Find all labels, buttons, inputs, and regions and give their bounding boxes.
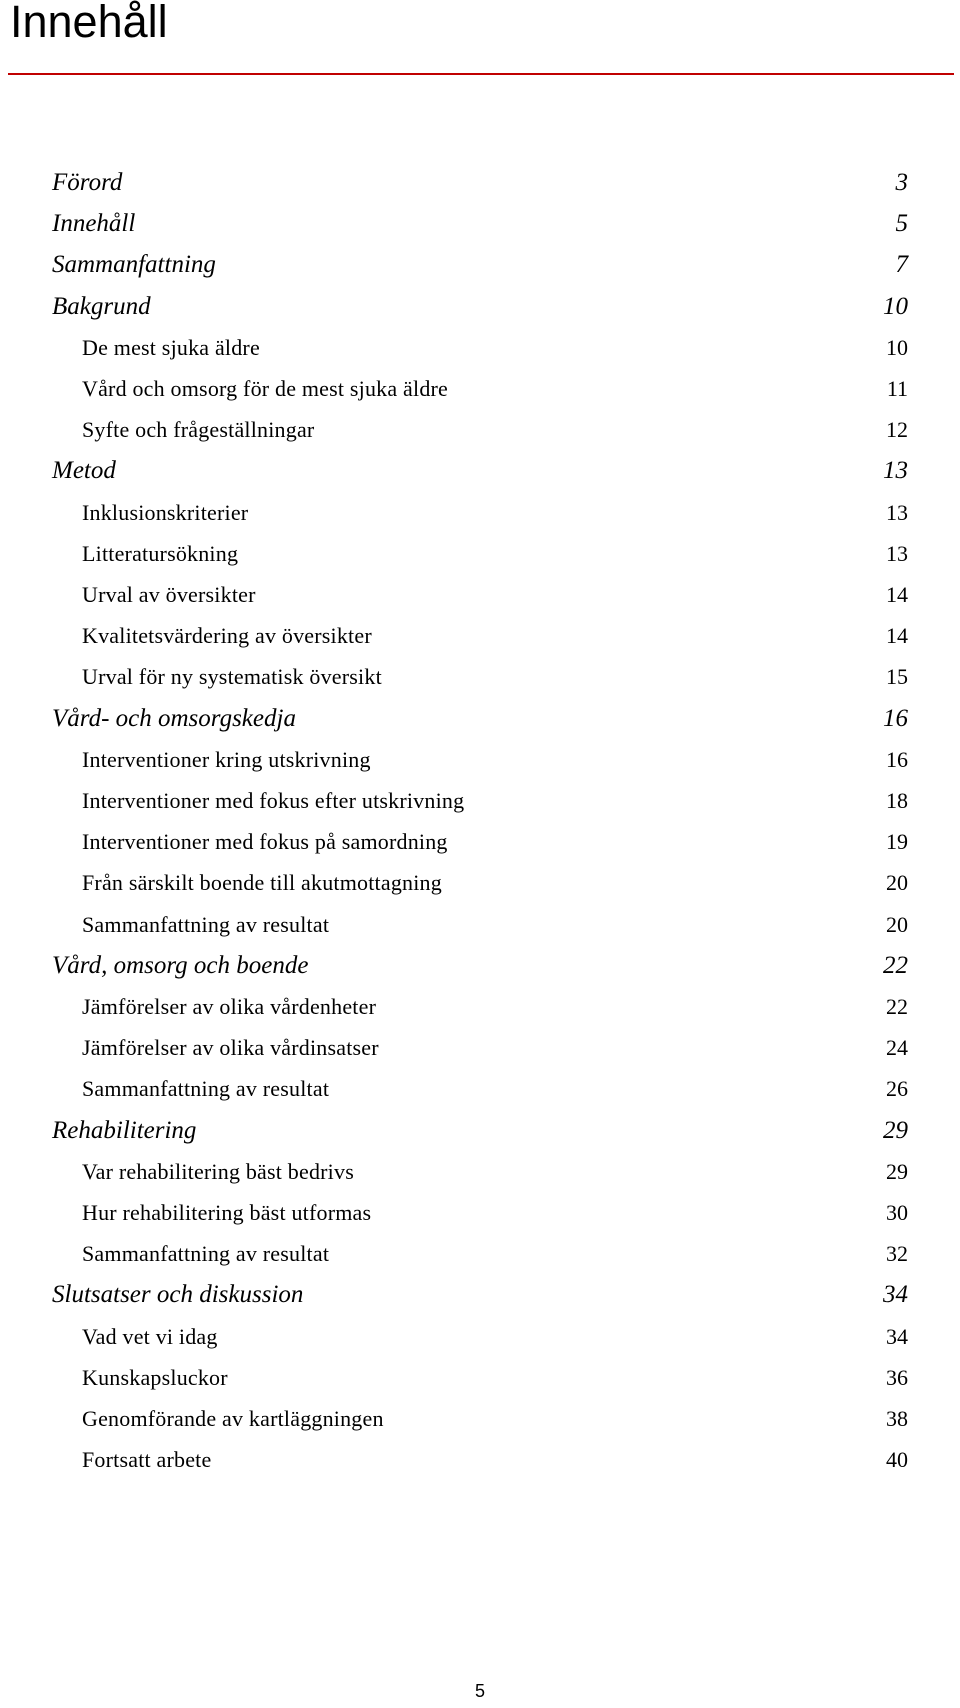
- toc-entry-page-number: 20: [886, 912, 908, 937]
- title-divider: [8, 73, 954, 75]
- toc-section-entry[interactable]: [52, 743, 908, 779]
- toc-section-entry[interactable]: [52, 1196, 908, 1232]
- toc-entry-title: Kvalitetsvärdering av översikter: [82, 623, 372, 648]
- toc-section-entry[interactable]: [52, 1072, 908, 1108]
- toc-entry-page-number: 26: [886, 1076, 908, 1101]
- toc-entry-page-number: 3: [895, 169, 908, 196]
- toc-entry-title: Hur rehabilitering bäst utformas: [82, 1200, 372, 1225]
- toc-section-entry[interactable]: [52, 825, 908, 861]
- toc-section-entry[interactable]: [52, 784, 908, 820]
- toc-section-entry[interactable]: [52, 1361, 908, 1397]
- toc-section-entry[interactable]: [52, 413, 908, 449]
- toc-entry-page-number: 22: [883, 952, 908, 979]
- toc-entry-title: Från särskilt boende till akutmottagning: [82, 870, 442, 895]
- toc-entry-page-number: 13: [886, 500, 908, 525]
- toc-section-entry[interactable]: [52, 908, 908, 944]
- toc-chapter-entry[interactable]: [52, 949, 908, 985]
- toc-entry-page-number: 22: [886, 994, 908, 1019]
- toc-entry-title: Rehabilitering: [52, 1117, 197, 1144]
- toc-entry-title: Jämförelser av olika vårdenheter: [82, 994, 377, 1019]
- page-header: [10, 0, 950, 70]
- toc-entry-title: Genomförande av kartläggningen: [82, 1406, 384, 1431]
- toc-section-entry[interactable]: [52, 990, 908, 1026]
- page-number: 5: [474, 1681, 485, 1701]
- toc-section-entry[interactable]: [52, 619, 908, 655]
- toc-section-entry[interactable]: [52, 1443, 908, 1479]
- toc-section-entry[interactable]: [52, 1155, 908, 1191]
- toc-chapter-entry[interactable]: [52, 1114, 908, 1150]
- toc-section-entry[interactable]: [52, 866, 908, 902]
- toc-entry-title: Vård och omsorg för de mest sjuka äldre: [82, 376, 449, 401]
- toc-entry-page-number: 34: [883, 1281, 908, 1308]
- toc-entry-page-number: 36: [886, 1365, 908, 1390]
- toc-entry-page-number: 14: [886, 623, 908, 648]
- toc-entry-title: Inklusionskriterier: [82, 500, 249, 525]
- toc-entry-page-number: 16: [883, 705, 908, 732]
- toc-entry-page-number: 10: [886, 335, 908, 360]
- toc-entry-title: Innehåll: [52, 210, 136, 237]
- toc-entry-page-number: 15: [886, 664, 908, 689]
- toc-entry-page-number: 7: [895, 251, 908, 278]
- toc-entry-title: Urval av översikter: [82, 582, 256, 607]
- toc-section-entry[interactable]: [52, 537, 908, 573]
- toc-entry-title: Sammanfattning av resultat: [82, 912, 330, 937]
- toc-section-entry[interactable]: [52, 496, 908, 532]
- toc-section-entry[interactable]: [52, 578, 908, 614]
- toc-chapter-entry[interactable]: [52, 207, 908, 243]
- toc-entry-title: De mest sjuka äldre: [82, 335, 260, 360]
- toc-chapter-entry[interactable]: [52, 166, 908, 202]
- toc-entry-title: Vård- och omsorgskedja: [52, 705, 296, 732]
- toc-entry-title: Fortsatt arbete: [82, 1447, 212, 1472]
- toc-entry-title: Förord: [52, 169, 123, 196]
- toc-chapter-entry[interactable]: [52, 248, 908, 284]
- toc-section-entry[interactable]: [52, 1402, 908, 1438]
- toc-entry-title: Syfte och frågeställningar: [82, 417, 315, 442]
- toc-entry-page-number: 38: [886, 1406, 908, 1431]
- toc-section-entry[interactable]: [52, 1031, 908, 1067]
- toc-entry-page-number: 14: [886, 582, 908, 607]
- toc-entry-page-number: 40: [886, 1447, 908, 1472]
- toc-entry-page-number: 30: [886, 1200, 908, 1225]
- toc-entry-title: Var rehabilitering bäst bedrivs: [82, 1159, 354, 1184]
- toc-entry-page-number: 20: [886, 870, 908, 895]
- toc-entry-page-number: 24: [886, 1035, 908, 1060]
- toc-entry-page-number: 18: [886, 788, 908, 813]
- toc-section-entry[interactable]: [52, 331, 908, 367]
- toc-entry-page-number: 34: [886, 1324, 908, 1349]
- toc-chapter-entry[interactable]: [52, 290, 908, 326]
- toc-entry-page-number: 19: [886, 829, 908, 854]
- toc-entry-page-number: 11: [886, 376, 908, 401]
- toc-entry-title: Interventioner med fokus på samordning: [82, 829, 448, 854]
- toc-entry-page-number: 13: [883, 457, 908, 484]
- toc-entry-title: Vad vet vi idag: [82, 1324, 218, 1349]
- toc-entry-title: Metod: [52, 457, 116, 484]
- toc-entry-title: Interventioner med fokus efter utskrivning: [82, 788, 465, 813]
- toc-entry-page-number: 5: [895, 210, 908, 237]
- toc-section-entry[interactable]: [52, 660, 908, 696]
- toc-entry-title: Sammanfattning av resultat: [82, 1076, 330, 1101]
- toc-chapter-entry[interactable]: [52, 702, 908, 738]
- toc-entry-title: Kunskapsluckor: [82, 1365, 228, 1390]
- toc-entry-page-number: 29: [886, 1159, 908, 1184]
- toc-chapter-entry[interactable]: [52, 454, 908, 490]
- toc-section-entry[interactable]: [52, 1320, 908, 1356]
- toc-entry-page-number: 13: [886, 541, 908, 566]
- page-title: Innehåll: [10, 0, 168, 47]
- toc-entry-page-number: 10: [883, 293, 908, 320]
- toc-section-entry[interactable]: [52, 1237, 908, 1273]
- toc-entry-page-number: 12: [886, 417, 908, 442]
- toc-entry-title: Slutsatser och diskussion: [52, 1281, 304, 1308]
- toc-entry-title: Sammanfattning av resultat: [82, 1241, 330, 1266]
- toc-entry-page-number: 16: [886, 747, 908, 772]
- toc-entry-title: Litteratursökning: [82, 541, 239, 566]
- toc-entry-title: Interventioner kring utskrivning: [82, 747, 371, 772]
- toc-entry-page-number: 32: [886, 1241, 908, 1266]
- toc-entry-title: Urval för ny systematisk översikt: [82, 664, 382, 689]
- toc-entry-title: Jämförelser av olika vårdinsatser: [82, 1035, 379, 1060]
- toc-entry-title: Vård, omsorg och boende: [52, 952, 309, 979]
- toc-entry-title: Bakgrund: [52, 293, 151, 320]
- toc-section-entry[interactable]: [52, 372, 908, 408]
- toc-entry-page-number: 29: [883, 1117, 908, 1144]
- toc-chapter-entry[interactable]: [52, 1278, 908, 1314]
- toc-entry-title: Sammanfattning: [52, 251, 216, 278]
